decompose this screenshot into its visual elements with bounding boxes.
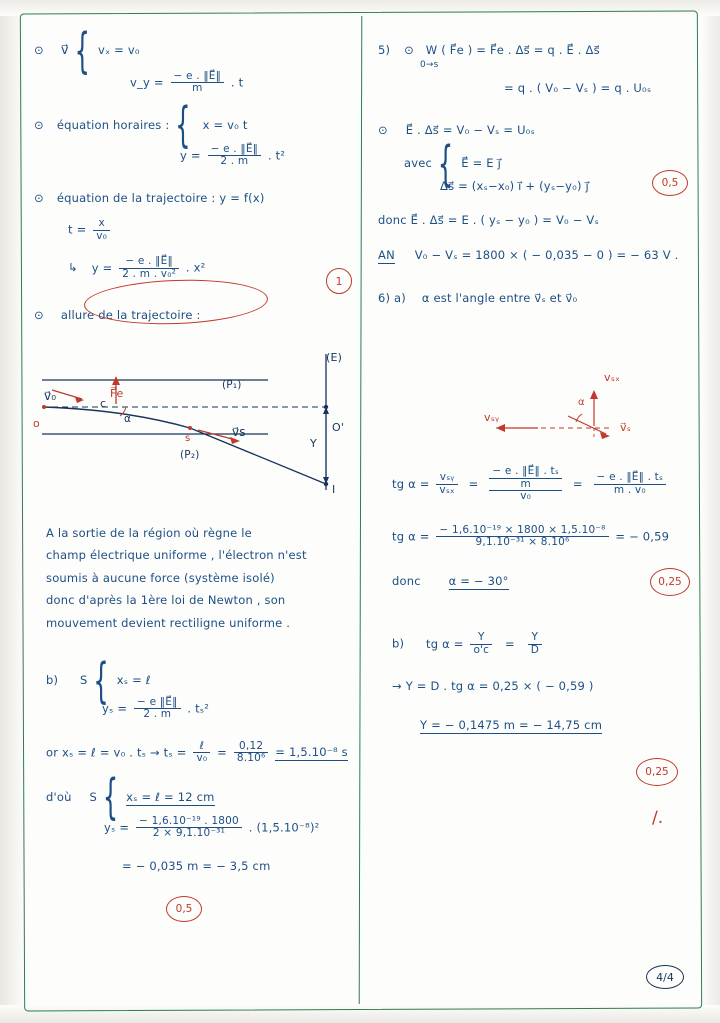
fig-label-o-prime: O': [332, 421, 345, 434]
fig-label-P1: (P₁): [222, 379, 242, 391]
item2-eq-y-fraction: [208, 144, 262, 168]
tg-alpha-den-2: v₀: [489, 490, 562, 503]
item3-result-fraction: [119, 256, 179, 280]
part-b-or-den-1: v₀: [193, 752, 210, 765]
bullet-icon: ⊙: [34, 117, 44, 132]
arrow-icon: ↳: [68, 261, 78, 276]
item1-vy-row: [96, 71, 352, 95]
item2-eq-y-tail: . t²: [267, 148, 286, 163]
score-mark-left-05: 0,5: [166, 896, 202, 922]
fig-label-Fe: F⃗e: [110, 387, 124, 400]
item3-result-numerator: − e . ‖E⃗‖: [125, 255, 173, 268]
fig-label-o: o: [33, 417, 40, 430]
right-part-b-result-row: [420, 717, 602, 734]
q5-avec-E: E⃗ = E j⃗: [461, 156, 501, 171]
velocity-vector-symbol: v⃗: [60, 43, 69, 58]
part-b-dou-ys-fraction: [136, 816, 242, 840]
item1-vy-numerator: − e . ‖E⃗‖: [173, 69, 222, 82]
check-mark-icon: ∕.: [652, 808, 664, 828]
item1-vx: vₓ = v₀: [97, 43, 140, 57]
item3-t-row: [34, 218, 352, 242]
part-b-dou-ys-row: [104, 816, 348, 840]
tg-alpha2-fraction: [436, 525, 608, 549]
brace-icon: {: [74, 22, 91, 79]
part-b-dou-ys-tail: . (1,5.10⁻⁸)²: [248, 820, 320, 835]
item3-row: [34, 190, 352, 207]
right-part-b: [392, 632, 602, 735]
tg-alpha-den-3: m . v₀: [594, 484, 667, 497]
right-part-b-tg-label: tg α =: [426, 636, 464, 651]
fig-label-Y: Y: [310, 437, 317, 450]
bullet-icon: ⊙: [34, 43, 44, 57]
fig-label-P2: (P₂): [180, 449, 200, 461]
right-part-b-num-1: Y: [477, 631, 485, 643]
explanation-paragraph: [46, 522, 346, 634]
tg-alpha-num-2: − e . ‖E⃗‖ . tₛ: [489, 466, 562, 479]
bullet-icon: ⊙: [404, 43, 414, 57]
q5-avec-label: avec: [404, 156, 433, 171]
brace-icon: {: [102, 769, 119, 826]
q6-number: 6) a): [378, 290, 406, 305]
item4-label: allure de la trajectoire :: [60, 307, 201, 322]
tg-alpha2-den: 9,1.10⁻³¹ × 8.10⁶: [436, 536, 608, 549]
tg-alpha-block: [392, 466, 669, 591]
part-b-dou-ys-num: − 1,6.10⁻¹⁹ . 1800: [139, 814, 239, 827]
part-b-or-num-1: ℓ: [199, 739, 205, 752]
part-b-dou-ys-den: 2 × 9,1.10⁻³¹: [136, 827, 242, 840]
fig-label-vs: v⃗ₛ: [620, 421, 632, 434]
right-part-b-den-1: o'c: [470, 644, 492, 657]
q5-avec-ds: Δs⃗ = (xₛ−x₀) i⃗ + (yₛ−y₀) j⃗: [440, 178, 589, 193]
part-b-ys-row: [102, 697, 348, 721]
tg-alpha-den-1: vₛₓ: [436, 484, 457, 497]
item3-label: équation de la trajectoire : y = f(x): [56, 190, 265, 205]
part-b-dou-system: S: [89, 789, 97, 804]
part-b-or-result: = 1,5.10⁻⁸ s: [275, 745, 348, 760]
score-mark-1: 1: [326, 268, 352, 294]
part-b-or-row: or xₛ = ℓ = v₀ . tₛ → tₛ = $\frac{\text{ℓ}}{\text{v₀}}$ = $\frac{0,12}{\text{8.10⁶}}$ = 1,5.10⁻⁸ s: [46, 739, 348, 765]
part-b-dou-result-row: [122, 858, 348, 875]
page-edge-right: [700, 0, 720, 1023]
trajectory-diagram: [30, 352, 352, 510]
right-part-b-den-2: D: [528, 644, 542, 657]
q5-header-row: [378, 42, 686, 59]
item2-eq-y-row: [180, 144, 352, 168]
right-part-b-arrow-row: → Y = D . tg α = 0,25 × ( − 0,59 ): [392, 679, 594, 694]
part-b-system: S: [80, 673, 88, 687]
bullet-icon: ⊙: [378, 123, 388, 138]
item1-vy-fraction: [171, 71, 225, 95]
fig-label-vsx: vₛₓ: [604, 371, 621, 384]
right-part-b-label: b): [392, 636, 405, 651]
q5-an-value: V₀ − Vₛ = 1800 × ( − 0,035 − 0 ) = − 63 V .: [414, 248, 679, 263]
tg-alpha-num-3: − e . ‖E⃗‖ . tₛ: [596, 471, 664, 484]
paragraph-line-2: champ électrique uniforme , l'électron n'est: [46, 548, 307, 563]
brace-icon: {: [437, 135, 454, 192]
right-part-b-fraction-1: [470, 632, 492, 656]
fig-label-vsy: vₛᵧ: [484, 411, 500, 424]
tg-alpha-numeric-row: [392, 525, 669, 549]
part-b-ys-numerator: − e ‖E⃗‖: [137, 695, 178, 708]
q5-work-eq: = F⃗e . Δs⃗ = q . E⃗ . Δs⃗: [476, 43, 600, 57]
q5-eds-row: [378, 122, 686, 139]
fig-label-c: c: [100, 397, 107, 410]
part-b-dou-xs: xₛ = ℓ = 12 cm: [126, 789, 215, 804]
part-b-or-den-2: 8.10⁶: [234, 752, 269, 765]
paragraph-line-1: A la sortie de la région où règne le: [46, 526, 252, 540]
item3-t-numerator: x: [98, 217, 105, 230]
right-part-b-result: Y = − 0,1475 m = − 14,75 cm: [420, 717, 603, 732]
q5-work-label: W ( F⃗e ): [425, 43, 473, 57]
tg-alpha-row: tg α = $\frac{\text{vₛᵧ}}{\text{vₛₓ}}$ = − e . ‖E⃗‖ . tₛ m v₀ = $\frac{\text{− e . ‖E⃗‖ . tₛ}}{\text{m . v₀}}$: [392, 466, 669, 503]
q5-number: 5): [378, 43, 391, 57]
item1-vy-denominator: m: [171, 82, 225, 95]
item1-vy-tail: . t: [230, 75, 244, 90]
fig-label-vs: v⃗s: [232, 425, 246, 439]
q5-an-row: [378, 247, 686, 264]
q6-intro: α est l'angle entre v⃗ₛ et v⃗₀: [421, 290, 578, 305]
item1-vy-label: v_y =: [130, 75, 164, 90]
q5-work-sub: 0→s: [420, 59, 439, 70]
part-b-eq-xs: xₛ = ℓ: [116, 673, 151, 687]
score-mark-right-05: 0,5: [652, 170, 688, 196]
part-b-dou-result: = − 0,035 m = − 3,5 cm: [122, 858, 271, 873]
part-b-ys-fraction: [134, 697, 180, 721]
q6-donc-label: donc: [392, 573, 421, 588]
right-part-b-fraction-2: [528, 632, 542, 656]
score-mark-q6b-025: 0,25: [636, 758, 678, 786]
fig-label-s: s: [185, 433, 191, 444]
item2-eq-y-numerator: − e . ‖E⃗‖: [210, 142, 259, 155]
left-part-b: [46, 652, 348, 876]
bullet-icon: ⊙: [34, 307, 44, 322]
tg-alpha2-label: tg α =: [392, 529, 430, 544]
part-b-or-num-2: 0,12: [239, 739, 264, 752]
item2-eq-y-denominator: 2 . m: [208, 155, 262, 168]
fig-label-v0: v⃗₀: [44, 389, 57, 403]
q5-an-label: AN: [378, 248, 395, 263]
part-b-ys-tail: . tₛ²: [187, 701, 210, 716]
item3-t-fraction: [93, 218, 110, 242]
item2-eq-y-label: y =: [180, 148, 201, 163]
q6-donc-row: [392, 573, 669, 590]
item3-result-denominator: 2 . m . v₀²: [119, 268, 179, 281]
tg-alpha-num-1: vₛᵧ: [439, 471, 455, 484]
score-mark-q6a-025: 0,25: [650, 568, 690, 596]
part-b-ys-label: yₛ =: [102, 701, 128, 716]
tg-alpha2-result: = − 0,59: [615, 529, 670, 544]
part-b-label: b): [46, 673, 59, 687]
paragraph-line-4: donc d'après la 1ère loi de Newton , son: [46, 593, 286, 608]
tg-alpha-mid-2: m: [520, 477, 531, 490]
tg-alpha-label: tg α =: [392, 476, 430, 491]
part-b-dou-ys-label: yₛ =: [104, 820, 130, 835]
item3-result-tail: . x²: [185, 261, 206, 276]
q6-alpha-result: α = − 30°: [448, 573, 509, 588]
item2-label: équation horaires :: [56, 117, 170, 132]
fig-label-alpha: α: [578, 397, 585, 408]
q6-header-row: [378, 290, 686, 307]
item3-t-denominator: v₀: [93, 230, 110, 243]
q5-eds-line: E⃗ . Δs⃗ = V₀ − Vₛ = U₀ₛ: [405, 123, 535, 138]
paragraph-line-5: mouvement devient rectiligne uniforme .: [46, 615, 291, 630]
tg-alpha-fraction-1: [436, 472, 457, 496]
item2-eq-x: x = v₀ t: [202, 117, 248, 132]
right-column: [378, 20, 686, 308]
fig-label-E: (E): [326, 351, 343, 364]
fig-label-alpha: α: [124, 413, 132, 425]
item3-result-row: [34, 256, 352, 280]
q5-work-eq2: = q . ( V₀ − Vₛ ) = q . U₀ₛ: [504, 80, 652, 95]
part-b-dou-label: d'où: [46, 789, 72, 804]
q5-donc: donc E⃗ . Δs⃗ = E . ( yₛ − y₀ ) = V₀ − Vₛ: [378, 213, 599, 228]
tg-alpha2-num: − 1,6.10⁻¹⁹ × 1800 × 1,5.10⁻⁸: [439, 523, 606, 536]
paragraph-line-3: soumis à aucune force (système isolé): [46, 570, 275, 585]
item3-result-label: y =: [91, 261, 113, 276]
right-part-b-row: b) tg α = $\frac{Y}{o'c}$ = $\frac{Y}{D}$: [392, 632, 602, 656]
part-b-or-fraction-1: [193, 741, 210, 765]
part-b-ys-denominator: 2 . m: [134, 708, 180, 721]
tg-alpha-fraction-3: [594, 472, 667, 496]
part-b-or-fraction-2: [234, 741, 269, 765]
bullet-icon: ⊙: [34, 190, 44, 205]
page-number-badge: 4/4: [646, 965, 684, 989]
tg-alpha-fraction-2: [489, 466, 562, 503]
fig-label-I: I: [332, 483, 336, 496]
item3-t-label: t =: [68, 222, 87, 237]
part-b-or-text: or xₛ = ℓ = v₀ . tₛ → tₛ =: [46, 745, 187, 760]
brace-icon: {: [175, 97, 191, 154]
brace-icon: {: [93, 652, 109, 709]
right-part-b-num-2: Y: [531, 631, 539, 643]
